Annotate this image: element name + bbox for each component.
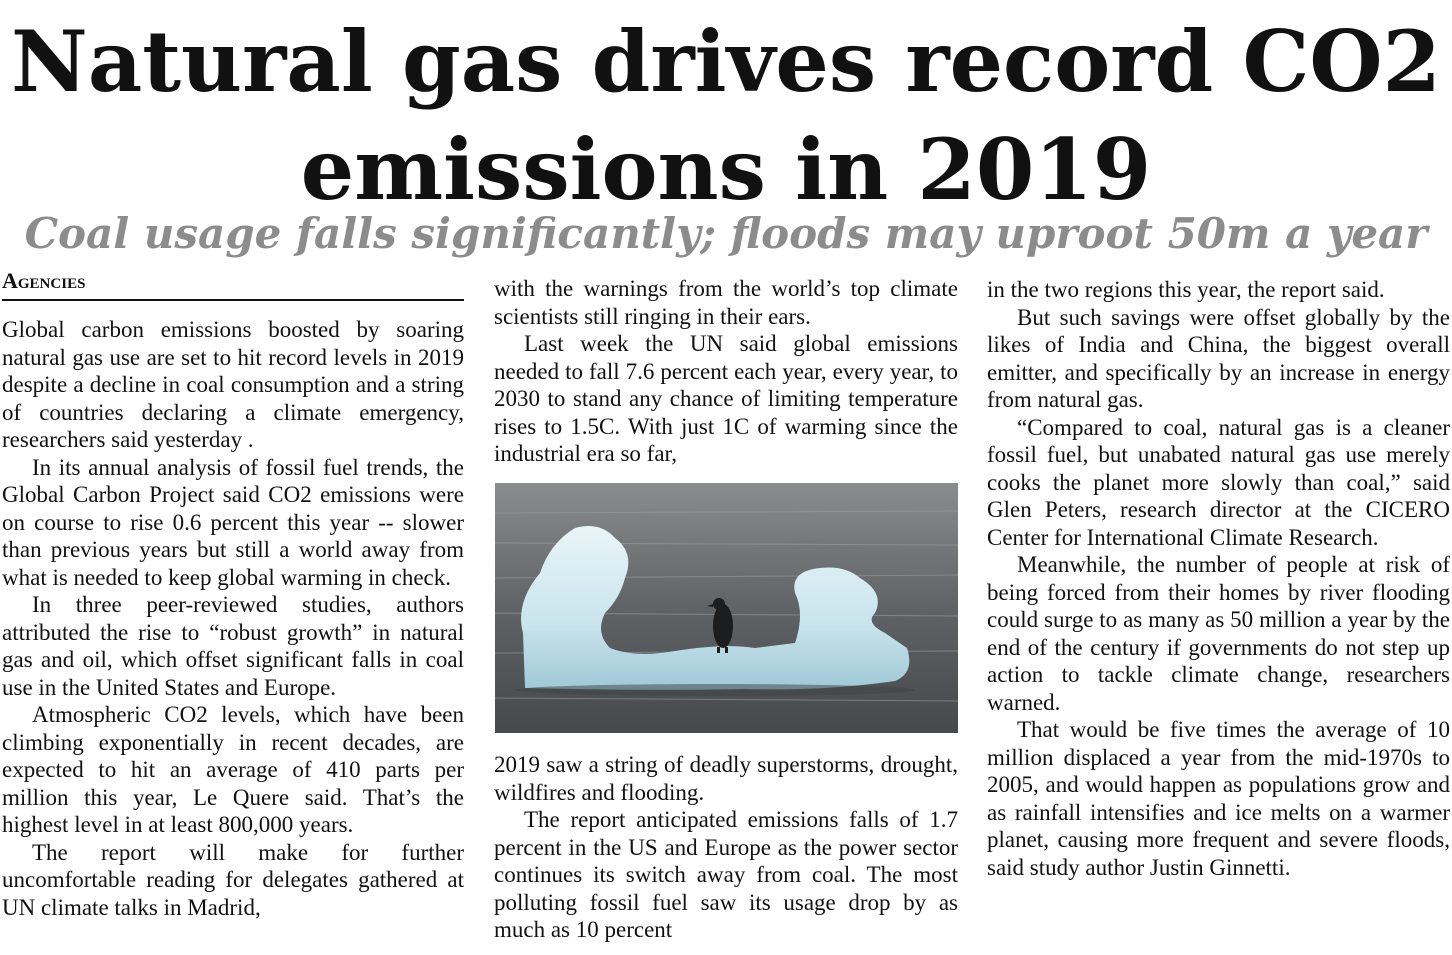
article-column-1	[2, 316, 464, 921]
paragraph: The report anticipated emissions falls of 1.7 percent in the US and Europe as the power sector continues its switch away from coal. The most polluting fossil fuel saw its usage drop by as much as 10 percent	[494, 807, 958, 942]
paragraph: That would be five times the average of 10 million displaced a year from the mid-1970s to 2005, and would happen as populations grow and as rainfall intensifies and ice melts on a warmer planet, causing more frequent and severe floods, said study author Justin Ginnetti.	[987, 717, 1450, 880]
photo-illustration-icon	[495, 483, 958, 733]
paragraph: In its annual analysis of fossil fuel trends, the Global Carbon Project said CO2 emissions were on course to rise 0.6 percent this year -- slower than previous years but still a world away from what is needed to keep global warming in check.	[2, 454, 464, 590]
article-column-3	[987, 276, 1450, 881]
paragraph: “Compared to coal, natural gas is a cleaner fossil fuel, but unabated natural gas use merely cooks the planet more slowly than coal,” said Glen Peters, research director at the CICERO Center for International Climate Research.	[987, 414, 1450, 550]
article-column-2-bottom	[494, 751, 958, 944]
paragraph: The report will make for further uncomfortable reading for delegates gathered at UN climate talks in Madrid,	[2, 839, 464, 920]
headline: Natural gas drives record CO2 emissions in 2019	[11, 12, 1441, 219]
paragraph: Last week the UN said global emissions needed to fall 7.6 percent each year, every year, to 2030 to stand any chance of limiting temperature rises to 1.5C. With just 1C of warming since the industrial era so far,	[494, 331, 958, 466]
paragraph: Atmospheric CO2 levels, which have been climbing exponentially in recent decades, are expected to hit an average of 410 parts per million this year, Le Quere said. That’s the highest level in at least 800,000 years.	[2, 702, 464, 837]
paragraph: But such savings were offset globally by the likes of India and China, the biggest overall emitter, and specifically by an increase in energy from natural gas.	[987, 304, 1450, 412]
article-column-2-top	[494, 275, 958, 468]
paragraph: Meanwhile, the number of people at risk of being forced from their homes by river flooding could surge to as many as 50 million a year by the end of the century if governments do not step up action to tackle climate change, researchers warned.	[987, 552, 1450, 715]
subheadline: Coal usage falls significantly; floods may uproot 50m a year	[24, 209, 1428, 258]
byline: Agencies	[2, 266, 464, 301]
paragraph: with the warnings from the world’s top climate scientists still ringing in their ears.	[494, 276, 958, 329]
paragraph: In three peer-reviewed studies, authors attributed the rise to “robust growth” in natural gas and oil, which offset significant falls in coal use in the United States and Europe.	[2, 592, 464, 700]
paragraph: Global carbon emissions boosted by soaring natural gas use are set to hit record levels in 2019 despite a decline in coal consumption and a string of countries declaring a climate emergency, researchers said yesterday .	[2, 317, 464, 452]
paragraph: 2019 saw a string of deadly superstorms, drought, wildfires and flooding.	[494, 752, 958, 805]
penguin-iceberg-photo	[495, 483, 958, 733]
paragraph: in the two regions this year, the report said.	[987, 277, 1385, 302]
